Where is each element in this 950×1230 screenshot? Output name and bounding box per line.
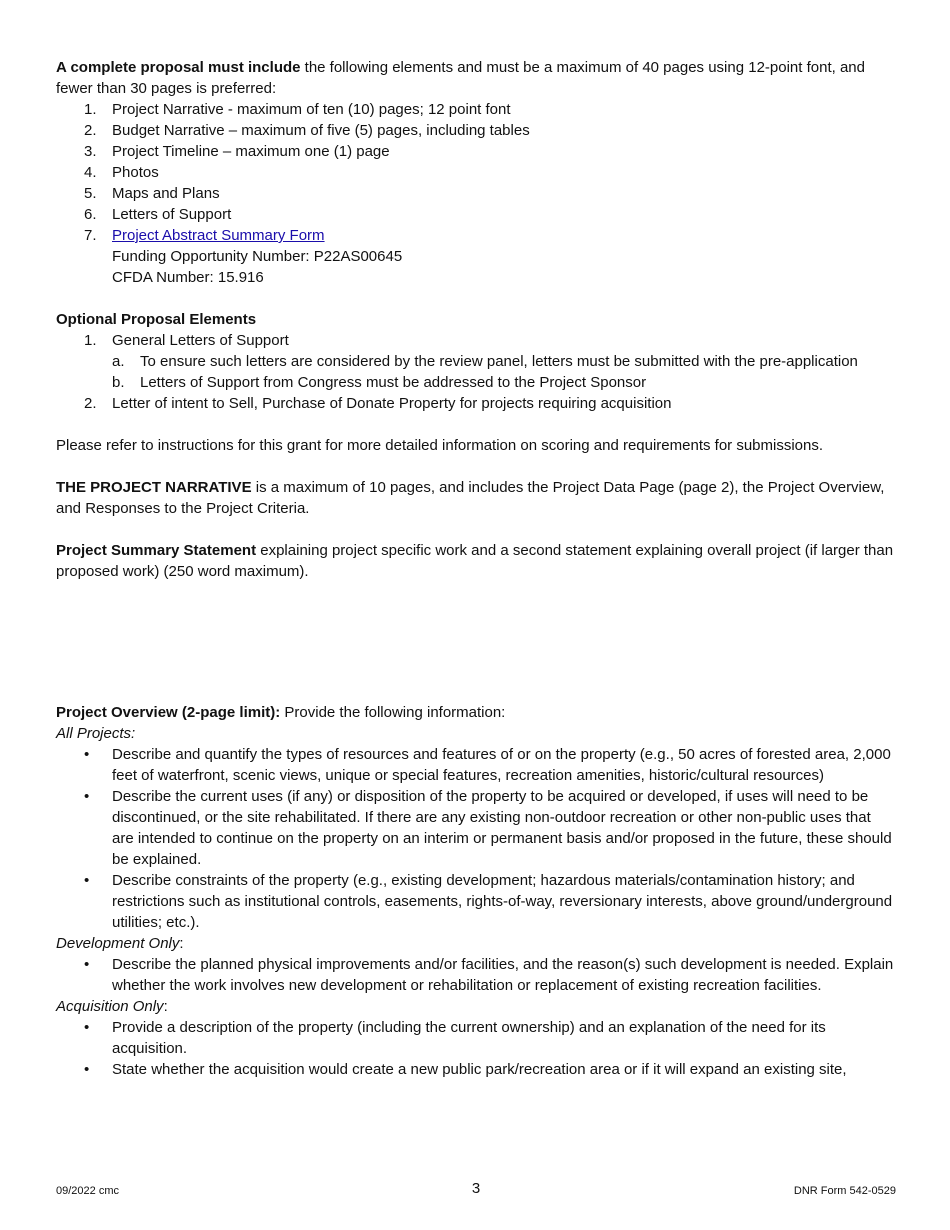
list-item bbox=[56, 330, 896, 351]
list-text: To ensure such letters are considered by the review panel, letters must be submitted with the pre-application bbox=[140, 353, 858, 370]
list-item bbox=[56, 225, 896, 246]
all-projects-label bbox=[56, 723, 896, 744]
sub-list bbox=[56, 351, 896, 393]
list-text: Letters of Support from Congress must be addressed to the Project Sponsor bbox=[140, 374, 647, 391]
narrative-bold: THE PROJECT NARRATIVE bbox=[56, 479, 252, 496]
all-projects-bullets bbox=[56, 744, 896, 933]
list-number: 3. bbox=[84, 143, 97, 160]
acquisition-only-label: Acquisition Only: bbox=[56, 998, 168, 1015]
list-item bbox=[56, 393, 896, 414]
project-abstract-summary-form-link[interactable]: Project Abstract Summary Form bbox=[112, 227, 325, 244]
bullet-text: Provide a description of the property (including the current ownership) and an explanation of the need for its acquisition. bbox=[112, 1019, 826, 1057]
summary-paragraph bbox=[56, 540, 896, 582]
list-item bbox=[56, 141, 896, 162]
funding-opportunity-number: Funding Opportunity Number: P22AS00645 bbox=[112, 248, 403, 265]
list-text: General Letters of Support bbox=[112, 332, 289, 349]
intro-text: the following elements and must be a maximum of 40 pages using 12-point font, and fewer than 30 pages is preferred: bbox=[56, 59, 865, 97]
sub-list-item bbox=[56, 351, 896, 372]
bullet-item bbox=[56, 786, 896, 870]
overview-paragraph bbox=[56, 702, 896, 723]
list-text: Letters of Support bbox=[112, 206, 232, 223]
intro-bold: A complete proposal must include bbox=[56, 59, 301, 76]
bullet-text: State whether the acquisition would create a new public park/recreation area or if it will expand an existing site, bbox=[112, 1061, 847, 1078]
bullet-text: Describe constraints of the property (e.g., existing development; hazardous materials/contamination history; and restrictions such as institutional controls, easements, rights-of-way, reversionary interests, above ground/underground utilities; etc.). bbox=[112, 872, 893, 931]
optional-heading-text: Optional Proposal Elements bbox=[56, 311, 257, 328]
cfda-number: CFDA Number: 15.916 bbox=[112, 269, 264, 286]
bullet-item bbox=[56, 744, 896, 786]
optional-elements-list bbox=[56, 330, 896, 414]
narrative-paragraph bbox=[56, 477, 896, 519]
list-number: 1. bbox=[84, 332, 97, 349]
list-text: Project Timeline – maximum one (1) page bbox=[112, 143, 390, 160]
bullet-icon: • bbox=[84, 788, 90, 805]
list-item bbox=[56, 99, 896, 120]
footer-date: 09/2022 cmc bbox=[56, 1185, 119, 1197]
list-number: 2. bbox=[84, 122, 97, 139]
list-letter: b. bbox=[112, 374, 125, 391]
bullet-text: Describe the planned physical improvements and/or facilities, and the reason(s) such development is needed. Explain whether the work involves new development or rehabilitation or replacement of existing recreation facilities. bbox=[112, 956, 894, 994]
bullet-icon: • bbox=[84, 1061, 90, 1078]
bullet-text: Describe the current uses (if any) or disposition of the property to be acquired or developed, if uses will need to be discontinued, or the site rehabilitated. If there are any existing non-outdoor recreation or other non-public uses that are intended to continue on the property on an interim or permanent basis and/or proposed in the future, these should be explained. bbox=[112, 788, 892, 868]
acquisition-bullets bbox=[56, 1017, 896, 1080]
overview-text: Provide the following information: bbox=[280, 704, 506, 721]
list-letter: a. bbox=[112, 353, 125, 370]
summary-bold: Project Summary Statement bbox=[56, 542, 257, 559]
list-number: 4. bbox=[84, 164, 97, 181]
bullet-icon: • bbox=[84, 872, 90, 889]
bullet-item bbox=[56, 1017, 896, 1059]
development-only-label-text: Development Only bbox=[56, 935, 180, 952]
refer-paragraph: Please refer to instructions for this grant for more detailed information on scoring and requirements for submissions. bbox=[56, 437, 824, 454]
bullet-text: Describe and quantify the types of resources and features of or on the property (e.g., 50 acres of forested area, 2,000 feet of waterfront, scenic views, unique or special features, recreation amenities, historic/cultural resources) bbox=[112, 746, 891, 784]
summary-text: explaining project specific work and a second statement explaining overall project (if larger than proposed work) (250 word maximum). bbox=[56, 542, 894, 580]
all-projects-label-text: All Projects: bbox=[56, 725, 136, 742]
list-text: Project Narrative - maximum of ten (10) pages; 12 point font bbox=[112, 101, 511, 118]
overview-bold: Project Overview (2-page limit): bbox=[56, 704, 281, 721]
document-page bbox=[56, 57, 896, 1080]
narrative-text: is a maximum of 10 pages, and includes the Project Data Page (page 2), the Project Overview, and Responses to the Project Criteria. bbox=[56, 479, 885, 517]
list-item bbox=[56, 183, 896, 204]
intro-paragraph bbox=[56, 57, 896, 99]
development-bullets bbox=[56, 954, 896, 996]
list-text: Photos bbox=[112, 164, 159, 181]
list-text: Budget Narrative – maximum of five (5) pages, including tables bbox=[112, 122, 530, 139]
sub-list-item bbox=[56, 372, 896, 393]
page-footer bbox=[56, 1178, 896, 1198]
bullet-item bbox=[56, 870, 896, 933]
list-item bbox=[56, 204, 896, 225]
list-number: 7. bbox=[84, 227, 97, 244]
list-number: 2. bbox=[84, 395, 97, 412]
list-item bbox=[56, 162, 896, 183]
bullet-icon: • bbox=[84, 1019, 90, 1036]
required-elements-list bbox=[56, 99, 896, 288]
bullet-icon: • bbox=[84, 956, 90, 973]
page-number: 3 bbox=[471, 1180, 481, 1197]
list-number: 6. bbox=[84, 206, 97, 223]
list-number: 1. bbox=[84, 101, 97, 118]
acquisition-only-label-text: Acquisition Only bbox=[56, 998, 164, 1015]
list-number: 5. bbox=[84, 185, 97, 202]
list-text: Letter of intent to Sell, Purchase of Donate Property for projects requiring acquisition bbox=[112, 395, 672, 412]
list-item bbox=[56, 120, 896, 141]
optional-heading bbox=[56, 309, 896, 330]
bullet-icon: • bbox=[84, 746, 90, 763]
list-text: Maps and Plans bbox=[112, 185, 220, 202]
form-number: DNR Form 542-0529 bbox=[793, 1185, 896, 1197]
bullet-item bbox=[56, 954, 896, 996]
development-only-label: Development Only: bbox=[56, 935, 184, 952]
bullet-item bbox=[56, 1059, 896, 1080]
